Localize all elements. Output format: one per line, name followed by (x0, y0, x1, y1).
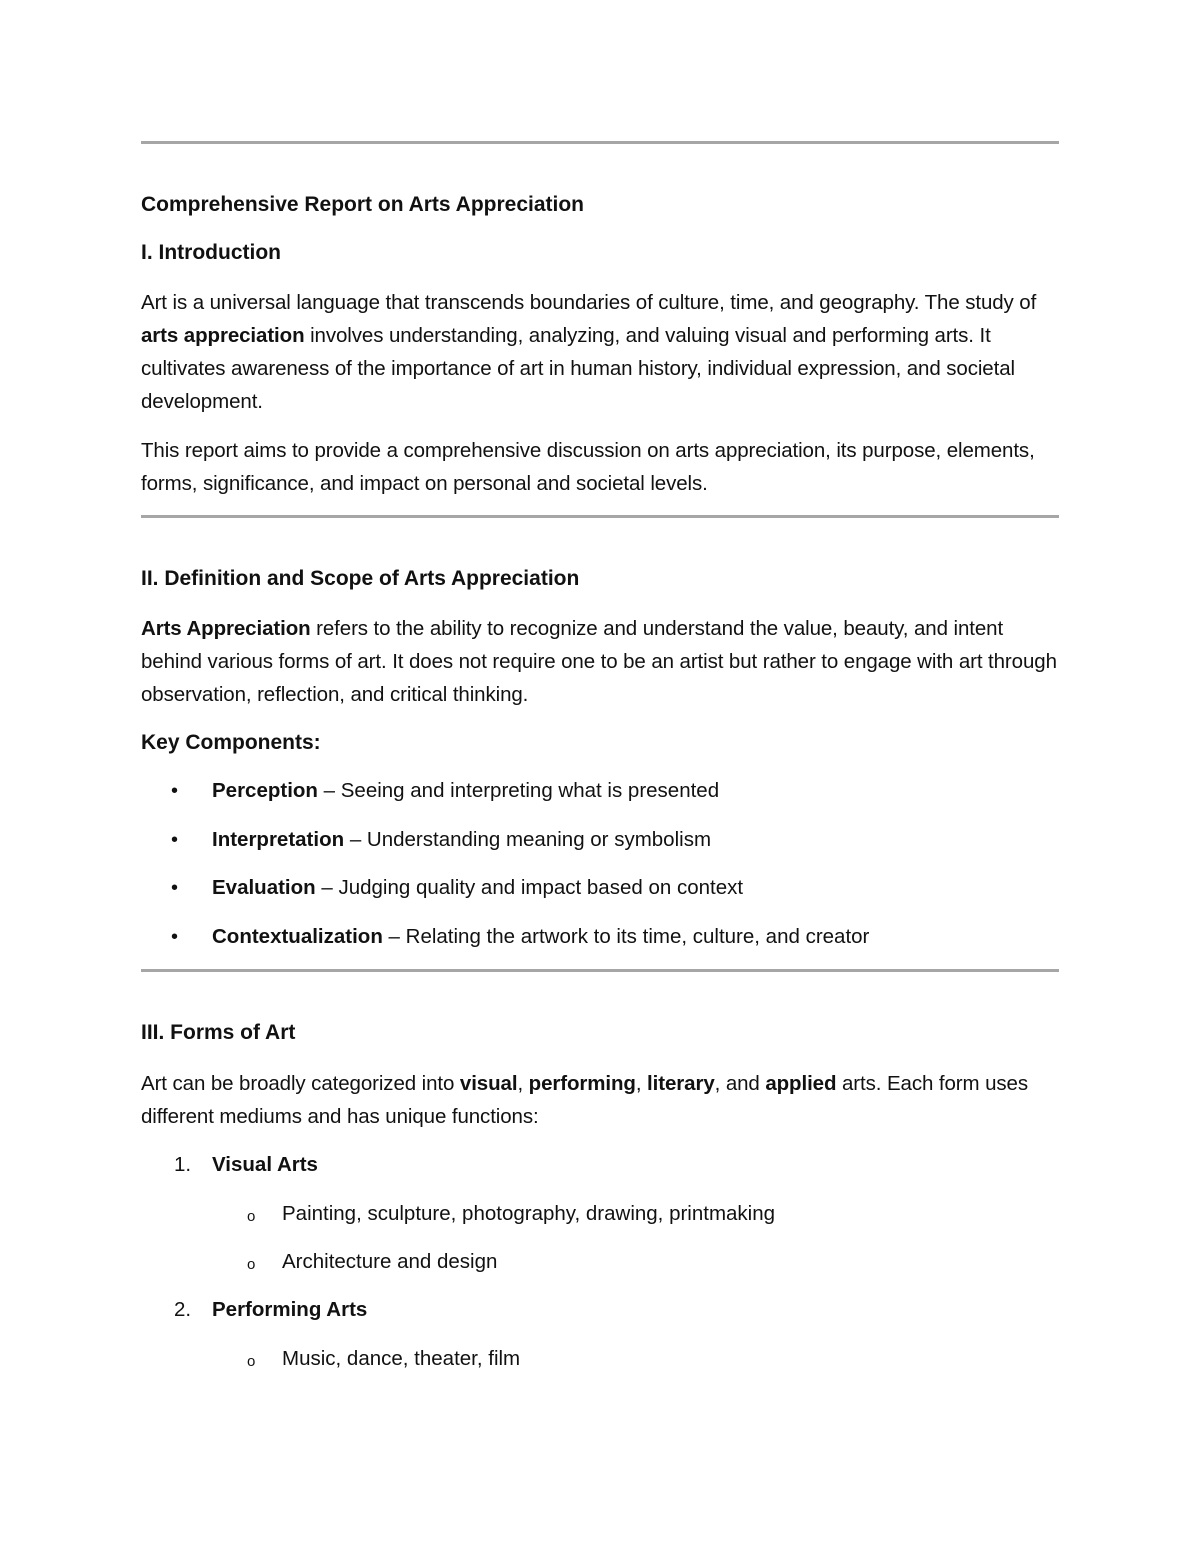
forms-term-literary: literary (647, 1072, 715, 1095)
sub-item-text: Music, dance, theater, film (282, 1347, 521, 1370)
bullet-icon: • (171, 829, 179, 851)
definition-term: Arts Appreciation (141, 617, 311, 640)
numbered-item-label: Visual Arts (212, 1153, 318, 1176)
bullet-icon: • (171, 926, 179, 948)
horizontal-rule (141, 141, 1059, 144)
numbered-item-label: Performing Arts (212, 1298, 368, 1321)
component-desc: – Understanding meaning or symbolism (344, 828, 712, 851)
intro-paragraph-2: This report aims to provide a comprehensive discussion on arts appreciation, its purpose, elements, forms, significance, and impact on personal and societal levels. (141, 439, 1035, 495)
forms-term-visual: visual (459, 1072, 518, 1095)
horizontal-rule (141, 969, 1059, 972)
key-components-heading: Key Components: (141, 731, 321, 754)
section-heading-definition: II. Definition and Scope of Arts Appreciation (141, 567, 580, 590)
forms-term-performing: performing (528, 1072, 636, 1095)
section-heading-forms: III. Forms of Art (141, 1021, 296, 1044)
definition-text: refers to the ability to recognize and understand the value, beauty, and intent behind various forms of art. It does not require one to be an artist but rather to engage with art through observation, reflection, and critical thinking. (141, 617, 1057, 706)
forms-text-a: Art can be broadly categorized into (141, 1072, 460, 1095)
sub-item-text: Painting, sculpture, photography, drawing, printmaking (282, 1202, 776, 1225)
intro-text-a: Art is a universal language that transcends boundaries of culture, time, and geography. The study of (141, 291, 1037, 314)
horizontal-rule (141, 515, 1059, 518)
circle-bullet-icon: o (247, 1256, 256, 1273)
forms-text-c: arts. Each form uses different mediums and has unique functions: (141, 1072, 1028, 1128)
section-heading-introduction: I. Introduction (141, 241, 281, 264)
forms-paragraph (141, 1067, 1059, 1133)
document-title: Comprehensive Report on Arts Appreciation (141, 193, 585, 216)
intro-paragraph-1 (141, 286, 1059, 418)
circle-bullet-icon: o (247, 1353, 256, 1370)
component-desc: – Judging quality and impact based on context (315, 876, 744, 899)
bullet-icon: • (171, 780, 179, 802)
intro-text-c: involves understanding, analyzing, and valuing visual and performing arts. It cultivates awareness of the importance of art in human history, individual expression, and societal development. (141, 324, 1015, 413)
intro-term-arts-appreciation: arts appreciation (141, 324, 305, 347)
forms-term-applied: applied (765, 1072, 837, 1095)
component-desc: – Seeing and interpreting what is presented (317, 779, 720, 802)
definition-paragraph (141, 612, 1059, 711)
list-number: 1. (174, 1153, 192, 1176)
list-number: 2. (174, 1298, 192, 1321)
forms-sep: , and (714, 1072, 766, 1095)
component-term: Perception (212, 779, 318, 802)
bullet-icon: • (171, 877, 179, 899)
component-term: Interpretation (212, 828, 345, 851)
component-term: Contextualization (212, 925, 383, 948)
forms-sep: , (635, 1072, 648, 1095)
component-term: Evaluation (212, 876, 316, 899)
circle-bullet-icon: o (247, 1208, 256, 1225)
forms-sep: , (517, 1072, 529, 1095)
sub-item-text: Architecture and design (282, 1250, 498, 1273)
component-desc: – Relating the artwork to its time, culture, and creator (382, 925, 870, 948)
